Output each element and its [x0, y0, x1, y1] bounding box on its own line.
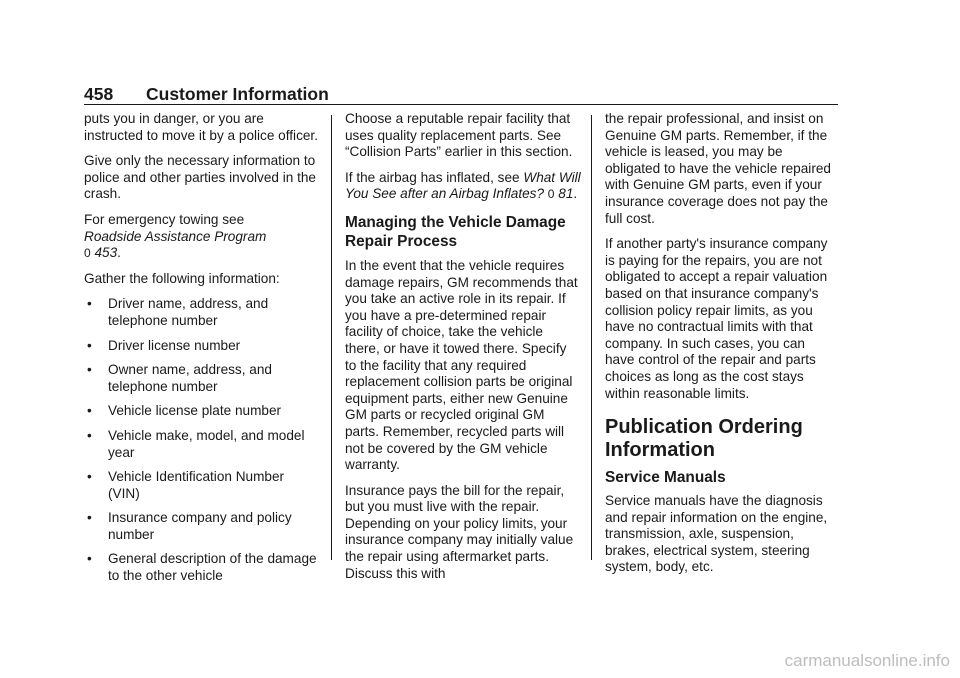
list-item-text: General description of the damage to the other vehicle	[108, 551, 317, 584]
paragraph: Service manuals have the diagnosis and repair information on the engine, transmission, axle, suspension, brakes, electrical system, steering system, body, etc.	[605, 493, 828, 575]
bullet-icon: •	[87, 510, 92, 526]
list-item	[84, 403, 318, 420]
column-1	[84, 111, 318, 593]
airbag-paragraph	[345, 170, 581, 203]
column-divider-2	[591, 115, 592, 560]
page-ref[interactable]: 453	[94, 245, 118, 261]
list-item-text: Driver license number	[108, 337, 241, 353]
list-item-text: Vehicle license plate number	[108, 403, 282, 419]
paragraph: puts you in danger, or you are instructed to move it by a police officer.	[84, 111, 318, 143]
paragraph: the repair professional, and insist on Genuine GM parts. Remember, if the vehicle is leased, you may be obligated to have the vehicle repaired with Genuine GM parts, even if your insurance coverage does not pay the full cost.	[605, 111, 831, 226]
punctuation: .	[573, 186, 578, 202]
paragraph: Choose a reputable repair facility that uses quality replacement parts. See “Collision Parts” earlier in this section.	[345, 111, 573, 160]
bullet-icon: •	[87, 362, 92, 378]
list-item-text: Vehicle Identification Number (VIN)	[108, 469, 285, 501]
roadside-assistance-link[interactable]: Roadside Assistance Program	[84, 228, 267, 244]
bullet-icon: •	[87, 403, 92, 419]
paragraph: Gather the following information:	[84, 270, 280, 286]
main-heading: Publication Ordering Information	[605, 416, 803, 462]
section-title: Customer Information	[146, 84, 329, 104]
paragraph: Insurance pays the bill for the repair, but you must live with the repair. Depending on your policy limits, your insurance company may initially value the repair using aftermarket parts. Discuss this with	[345, 482, 574, 581]
page-ref-icon: 0	[547, 187, 555, 202]
bullet-icon: •	[87, 337, 92, 353]
list-item	[84, 551, 318, 584]
paragraph-text: If the airbag has inflated, see	[345, 169, 520, 185]
column-3	[605, 111, 838, 585]
list-item	[84, 428, 318, 461]
bullet-icon: •	[87, 551, 92, 567]
column-divider-1	[331, 115, 332, 560]
list-item	[84, 338, 318, 355]
page-ref-icon: 0	[84, 246, 91, 261]
list-item-text: Insurance company and policy number	[108, 510, 292, 542]
towing-paragraph	[84, 212, 318, 262]
column-2	[345, 111, 581, 591]
header-rule	[84, 104, 838, 105]
page-header	[84, 82, 838, 106]
punctuation: .	[117, 245, 121, 261]
list-item-text: Driver name, address, and telephone number	[108, 296, 269, 328]
paragraph: Give only the necessary information to police and other parties involved in the crash.	[84, 153, 316, 202]
list-item	[84, 510, 318, 543]
page-ref[interactable]: 81	[558, 186, 574, 202]
list-item-text: Owner name, address, and telephone number	[108, 362, 272, 394]
watermark: carmanualsonline.info	[784, 651, 950, 670]
airbag-link[interactable]: What Will You See after an Airbag Inflates?	[345, 169, 581, 202]
paragraph: In the event that the vehicle requires damage repairs, GM recommends that you take an active role in its repair. If you have a pre-determined repair facility of choice, take the vehicle there, or have it towed there. Specify to the facility that any required replacement collision parts be original equipment parts, either new Genuine GM parts or recycled original GM parts. Remember, recycled parts will not be covered by the GM vehicle warranty.	[345, 257, 578, 473]
list-item	[84, 469, 318, 502]
list-item-text: Vehicle make, model, and model year	[108, 427, 305, 460]
paragraph-text: For emergency towing see	[84, 211, 245, 227]
bullet-icon: •	[87, 296, 92, 312]
section-heading: Managing the Vehicle Damage Repair Process	[345, 213, 566, 250]
paragraph: If another party's insurance company is paying for the repairs, you are not obligated to accept a repair valuation based on that insurance company's collision policy repair limits, as you have no contractual limits with that company. In such cases, you can have control of the repair and parts choices as long as the cost stays within reasonable limits.	[605, 236, 828, 401]
page-number: 458	[84, 84, 114, 104]
list-item	[84, 362, 318, 395]
sub-heading: Service Manuals	[605, 469, 726, 487]
list-item	[84, 296, 318, 329]
bullet-icon: •	[87, 427, 92, 443]
bullet-icon: •	[87, 469, 92, 485]
